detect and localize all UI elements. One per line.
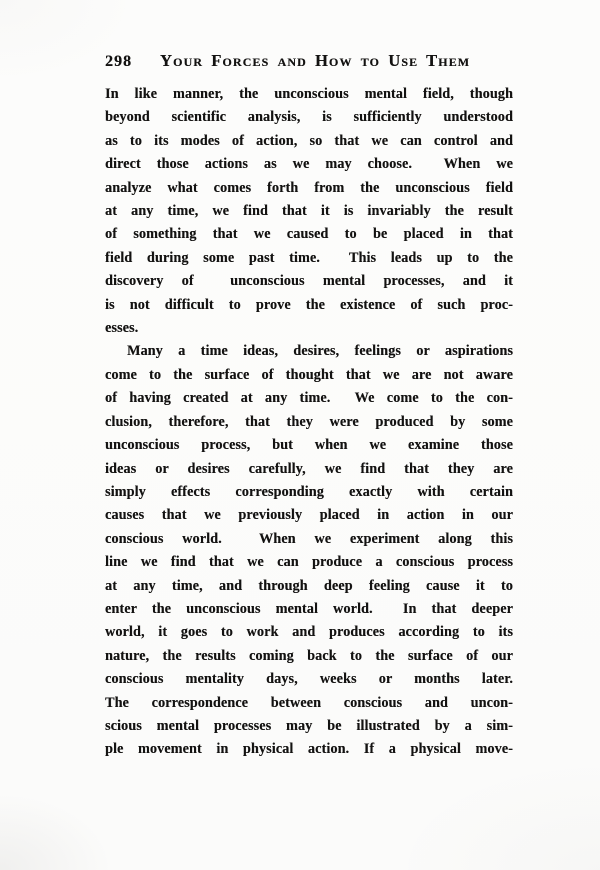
text-line: scious mental processes may be illustrated by a sim- — [105, 717, 513, 734]
text-line: at any time, we find that it is invariably the result — [105, 203, 513, 220]
text-line: discovery of unconscious mental processes, and it — [105, 273, 513, 290]
text-line: line we find that we can produce a conscious process — [105, 554, 513, 571]
text-line: simply effects corresponding exactly with certain — [105, 483, 513, 500]
text-line: direct those actions as we may choose. When we — [105, 156, 513, 173]
text-line: of having created at any time. We come to the con- — [105, 390, 513, 407]
text-line: field during some past time. This leads up to the — [105, 249, 513, 266]
text-line: come to the surface of thought that we are not aware — [105, 366, 513, 383]
text-line: conscious world. When we experiment along this — [105, 530, 513, 547]
running-title: Your Forces and How to Use Them — [160, 51, 471, 70]
page-body — [105, 83, 513, 762]
text-line: nature, the results coming back to the surface of our — [105, 647, 513, 664]
text-line: beyond scientific analysis, is sufficiently understood — [105, 109, 513, 126]
text-line: causes that we previously placed in action in our — [105, 507, 513, 524]
text-line: world, it goes to work and produces according to its — [105, 624, 513, 641]
paragraph — [105, 83, 513, 340]
text-line: Many a time ideas, desires, feelings or aspirations — [127, 343, 513, 360]
text-line: enter the unconscious mental world. In that deeper — [105, 600, 513, 617]
text-line: In like manner, the unconscious mental field, though — [105, 86, 513, 102]
text-line: conscious mentality days, weeks or months later. — [105, 671, 513, 688]
page-header — [105, 51, 513, 71]
page-number: 298 — [105, 53, 132, 70]
text-line: esses. — [105, 320, 139, 337]
paragraph — [105, 340, 513, 761]
text-line: unconscious process, but when we examine those — [105, 437, 513, 454]
text-line: ideas or desires carefully, we find that they are — [105, 460, 513, 477]
text-line: ple movement in physical action. If a physical move- — [105, 741, 513, 758]
text-line: analyze what comes forth from the unconscious field — [105, 179, 513, 196]
text-line: as to its modes of action, so that we can control and — [105, 132, 513, 149]
text-line: The correspondence between conscious and uncon- — [105, 694, 513, 711]
text-line: is not difficult to prove the existence of such proc- — [105, 296, 513, 313]
text-line: at any time, and through deep feeling cause it to — [105, 577, 513, 594]
text-line: clusion, therefore, that they were produced by some — [105, 413, 513, 430]
text-line: of something that we caused to be placed in that — [105, 226, 513, 243]
